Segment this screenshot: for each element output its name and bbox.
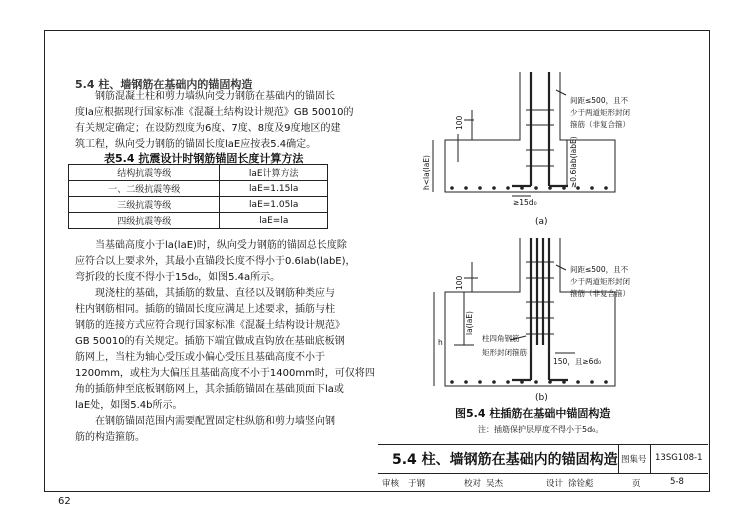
check-name: 吴杰	[486, 479, 504, 489]
figure-b-label: (b)	[535, 393, 548, 403]
paragraph-2-line-3: 弯折段的长度不得小于15d₀，如图5.4a所示。	[75, 272, 281, 283]
figure-b-corner-line-2: 矩形封闭箍筋	[482, 348, 527, 357]
title-block	[378, 444, 708, 491]
page-ref: 5-8	[670, 477, 684, 487]
paragraph-3-line-2: 柱内钢筋相同。插筋的锚固长度应满足上述要求，插筋与柱	[75, 304, 335, 315]
figure-b-dim-150: 150，且≥6d₀	[553, 357, 602, 366]
table-cell: laE=1.15la	[220, 181, 328, 197]
title-block-main-title: 5.4 柱、墙钢筋在基础内的锚固构造	[392, 452, 618, 468]
figure-b-dim-la: la(laE)	[465, 311, 474, 335]
section-heading: 5.4 柱、墙钢筋在基础内的锚固构造	[75, 78, 253, 91]
figure-b-dim-h: h	[438, 338, 443, 347]
paragraph-3-line-7: 角的插筋伸至底板钢筋网上，其余插筋锚固在基础顶面下la或	[75, 384, 344, 395]
page-label: 页	[632, 479, 641, 489]
paragraph-3-line-1: 现浇柱的基础，其插筋的数量、直径以及钢筋种类应与	[95, 288, 335, 299]
table-cell: 四级抗震等级	[69, 213, 220, 229]
design-name: 徐铨彪	[568, 479, 594, 489]
figure-a-dim-h: h<la(laE)	[422, 155, 431, 190]
paragraph-3-line-4: GB 50010的有关规定。插筋下端宜做成直钩放在基础底板钢	[75, 336, 345, 347]
review-name: 于钢	[408, 479, 426, 489]
title-block-signature-row	[378, 473, 708, 491]
table-cell: laE=la	[220, 213, 328, 229]
figure-b-note-line-2: 少于两道矩形封闭	[570, 277, 630, 286]
figure-b-corner-line-1: 柱四角钢筋	[482, 334, 520, 343]
table-header-cell: laE计算方法	[220, 165, 328, 181]
paragraph-2-line-2: 应符合以上要求外，其最小直锚段长度不得小于0.6lab(labE)，	[75, 256, 356, 267]
figure-a-dim-100: 100	[455, 115, 464, 130]
table-cell: 一、二级抗震等级	[69, 181, 220, 197]
paragraph-3-line-8: laE处，如图5.4b所示。	[75, 400, 183, 411]
page-number: 62	[58, 496, 71, 507]
figure-b-note-line-1: 间距≤500，且不	[570, 265, 629, 274]
figure-caption: 图5.4 柱插筋在基础中锚固构造	[455, 407, 611, 420]
title-block-divider	[650, 445, 651, 473]
paragraph-3-line-3: 钢筋的连接方式应符合现行国家标准《混凝土结构设计规范》	[75, 320, 345, 331]
paragraph-3-line-5: 筋网上，当柱为轴心受压或小偏心受压且基础高度不小于	[75, 352, 325, 363]
table-title: 表5.4 抗震设计时钢筋锚固长度计算方法	[104, 152, 304, 165]
design-label: 设计	[546, 479, 564, 489]
paragraph-1-line-4: 筑工程，纵向受力钢筋的锚固长度laE应按表5.4确定。	[75, 139, 317, 150]
paragraph-4-line-2: 筋的构造箍筋。	[75, 432, 145, 443]
figure-a-note-line-1: 间距≤500，且不	[570, 96, 629, 105]
figure-b-dim-100: 100	[455, 275, 464, 290]
figure-a-note-line-2: 少于两道矩形封闭	[570, 108, 630, 117]
table-header-cell: 结构抗震等级	[69, 165, 220, 181]
atlas-label: 图集号	[621, 455, 647, 465]
figure-note: 注：插筋保护层厚度不得小于5d₀。	[478, 425, 604, 434]
table-cell: 三级抗震等级	[69, 197, 220, 213]
figure-a-dim-15d: ≥15d₀	[513, 198, 537, 207]
paragraph-1-line-3: 有关规定确定；在设防烈度为6度、7度、8度及9度地区的建	[75, 123, 341, 134]
paragraph-1-line-2: 度la应根据现行国家标准《混凝土结构设计规范》GB 50010的	[75, 107, 354, 118]
paragraph-3-line-6: 1200mm，或柱为大偏压且基础高度不小于1400mm时，可仅将四	[75, 368, 375, 379]
figure-a-dim-06: ≥0.6lab(labE)	[569, 136, 578, 188]
review-label: 审核	[382, 479, 400, 489]
title-block-divider	[618, 445, 619, 473]
figure-a-label: (a)	[535, 217, 548, 227]
figure-a-drawing	[433, 72, 615, 196]
check-label: 校对	[464, 479, 482, 489]
figure-b-note-line-3: 箍筋（非复合箍）	[570, 289, 630, 298]
figure-a-note-line-3: 箍筋（非复合箍）	[570, 120, 630, 129]
paragraph-1-line-1: 钢筋混凝土柱和剪力墙纵向受力钢筋在基础内的锚固长	[95, 91, 335, 102]
atlas-number: 13SG108-1	[655, 453, 703, 463]
paragraph-2-line-1: 当基础高度小于la(laE)时，纵向受力钢筋的锚固总长度除	[95, 240, 347, 251]
table-cell: laE=1.05la	[220, 197, 328, 213]
paragraph-4-line-1: 在钢筋锚固范围内需要配置固定柱纵筋和剪力墙竖向钢	[95, 416, 335, 427]
